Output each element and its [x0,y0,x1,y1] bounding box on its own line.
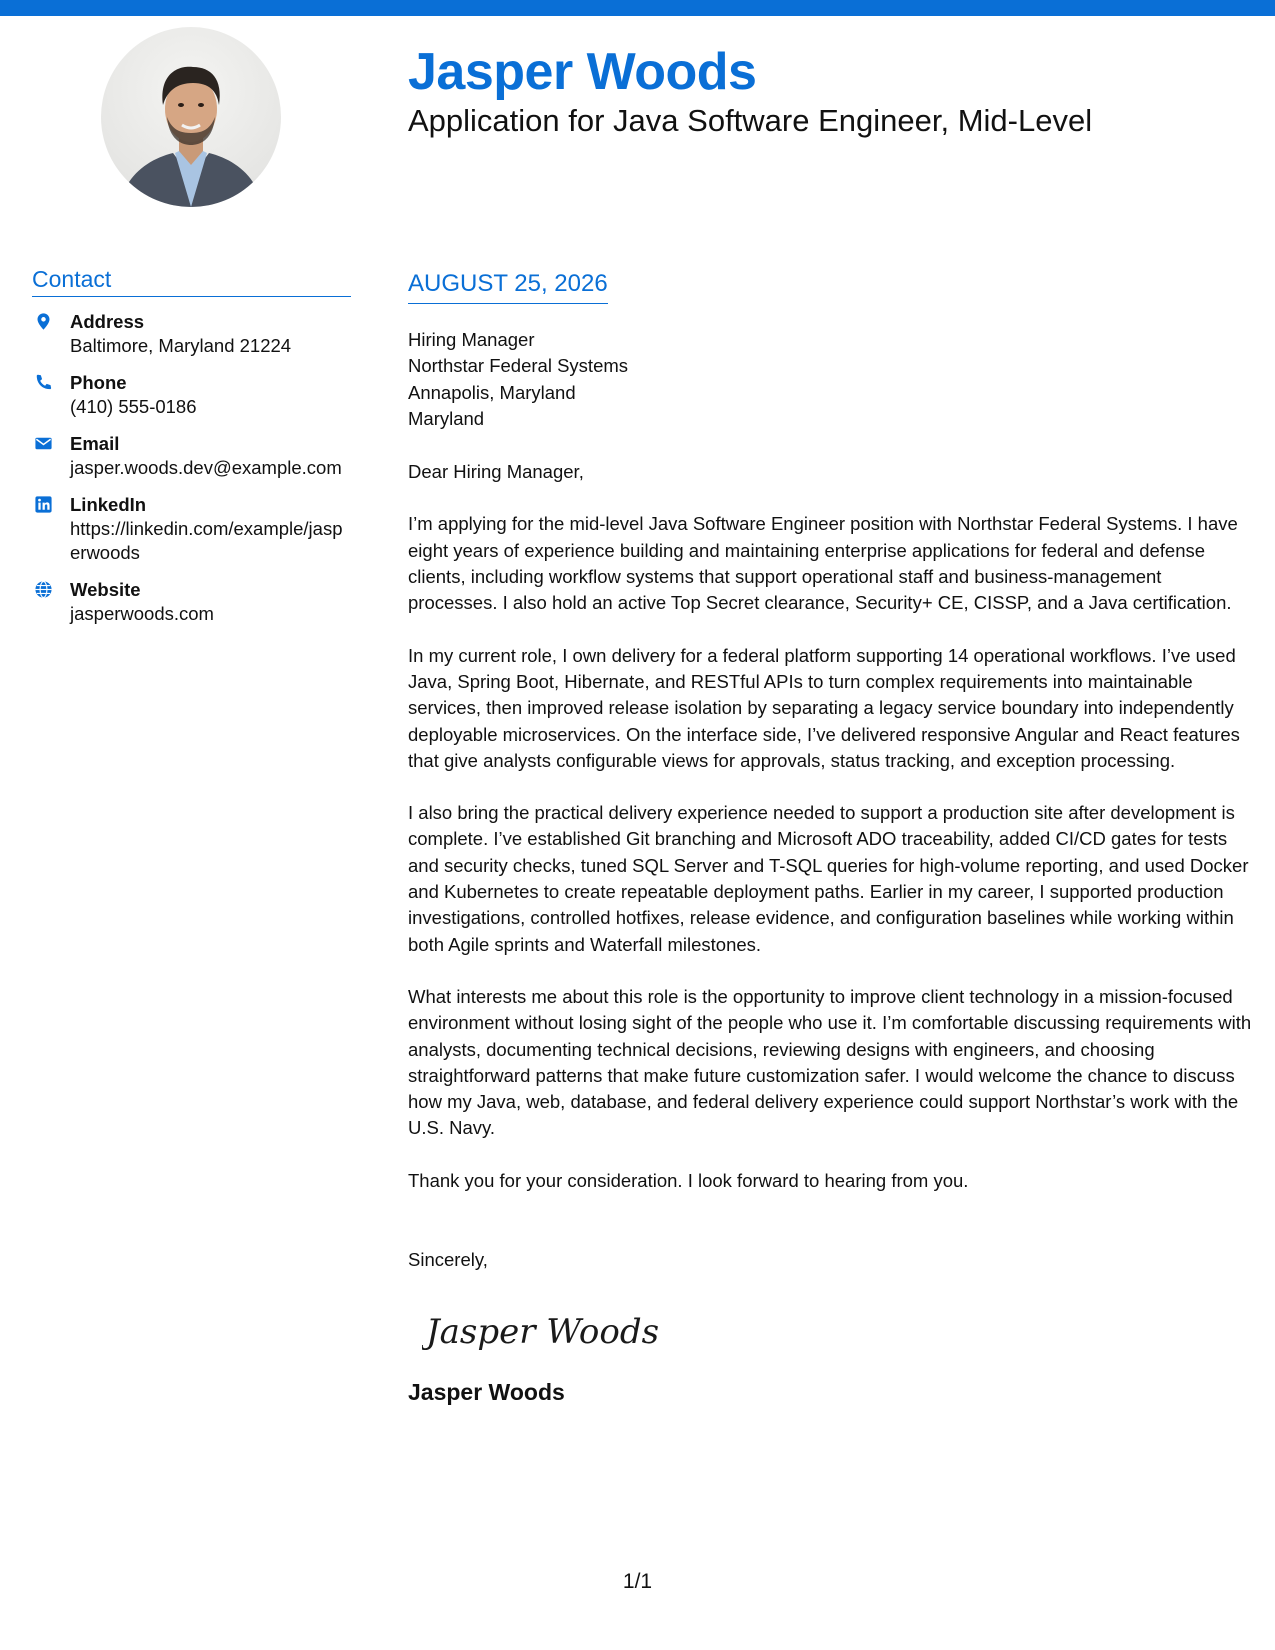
contact-item-phone [32,371,351,419]
letter-paragraph: In my current role, I own delivery for a federal platform supporting 14 operational workflows. I’ve used Java, Spring Boot, Hibernate, and RESTful APIs to turn complex requirements into maintainable services, then improved release isolation by separating a legacy service boundary into independently deployable microservices. On the interface side, I’ve delivered responsive Angular and React features that give analysts configurable views for approvals, status tracking, and exception processing. [408,644,1240,771]
globe-icon [34,580,53,599]
letter-body [408,270,1253,1406]
application-title: Application for Java Software Engineer, Mid-Level [408,103,1093,138]
signer-name: Jasper Woods [408,1379,565,1406]
letter-date: AUGUST 25, 2026 [408,270,608,304]
contact-heading: Contact [32,266,351,297]
linkedin-icon [34,495,53,514]
recipient-line: Hiring Manager [408,329,535,350]
contact-item-email [32,432,351,480]
contact-label: Website [70,579,141,600]
salutation: Dear Hiring Manager, [408,461,584,483]
contact-sidebar [32,266,351,639]
letter-paragraph: I’m applying for the mid-level Java Software Engineer position with Northstar Federal Systems. I have eight years of experience building and maintaining enterprise applications for federal and defense clients, including workflow systems that support operational staff and business-management processes. I also hold an active Top Secret clearance, Security+ CE, CISSP, and a Java certification. [408,513,1238,614]
contact-value: (410) 555-0186 [70,396,197,417]
contact-value: https://linkedin.com/example/jasperwoods [70,518,343,563]
profile-photo [101,27,281,207]
letter-paragraph: I also bring the practical delivery experience needed to support a production site after development is complete. I’ve established Git branching and Microsoft ADO traceability, added CI/CD gates for tests and security checks, tuned SQL Server and T-SQL queries for high-volume reporting, and used Docker and Kubernetes to create repeatable deployment paths. Earlier in my career, I supported production investigations, controlled hotfixes, release evidence, and configuration baselines while working within both Agile sprints and Waterfall milestones. [408,802,1249,955]
letter-paragraph: Thank you for your consideration. I look forward to hearing from you. [408,1169,969,1191]
recipient-block [408,327,1253,432]
contact-item-linkedin [32,493,351,565]
contact-label: Address [70,311,145,332]
applicant-name: Jasper Woods [408,43,757,101]
contact-value: jasperwoods.com [70,603,214,624]
contact-value: jasper.woods.dev@example.com [70,457,342,478]
closing: Sincerely, [408,1249,488,1271]
contact-item-website [32,578,351,626]
map-pin-icon [34,312,53,331]
recipient-line: Annapolis, Maryland [408,381,576,403]
contact-label: Email [70,433,120,454]
contact-label: Phone [70,372,127,393]
svg-text:Jasper Woods: Jasper Woods [426,1312,660,1353]
email-icon [34,434,53,453]
contact-label: LinkedIn [70,494,147,515]
contact-value: Baltimore, Maryland 21224 [70,335,292,356]
letter-paragraph: What interests me about this role is the opportunity to improve client technology in a mission-focused environment without losing sight of the people who use it. I’m comfortable discussing requirements with analysts, documenting technical decisions, reviewing designs with engineers, and choosing straightforward patterns that make future customization safer. I would welcome the chance to discuss how my Java, web, database, and federal delivery experience could support Northstar’s work with the U.S. Navy. [408,985,1252,1139]
contact-item-address [32,310,351,358]
top-accent-bar [0,0,1275,16]
handwritten-signature [422,1299,662,1359]
recipient-line: Northstar Federal Systems [408,355,629,377]
page-number: 1/1 [622,1570,653,1593]
recipient-line: Maryland [408,407,485,429]
phone-icon [34,373,53,392]
contact-list [32,310,351,626]
